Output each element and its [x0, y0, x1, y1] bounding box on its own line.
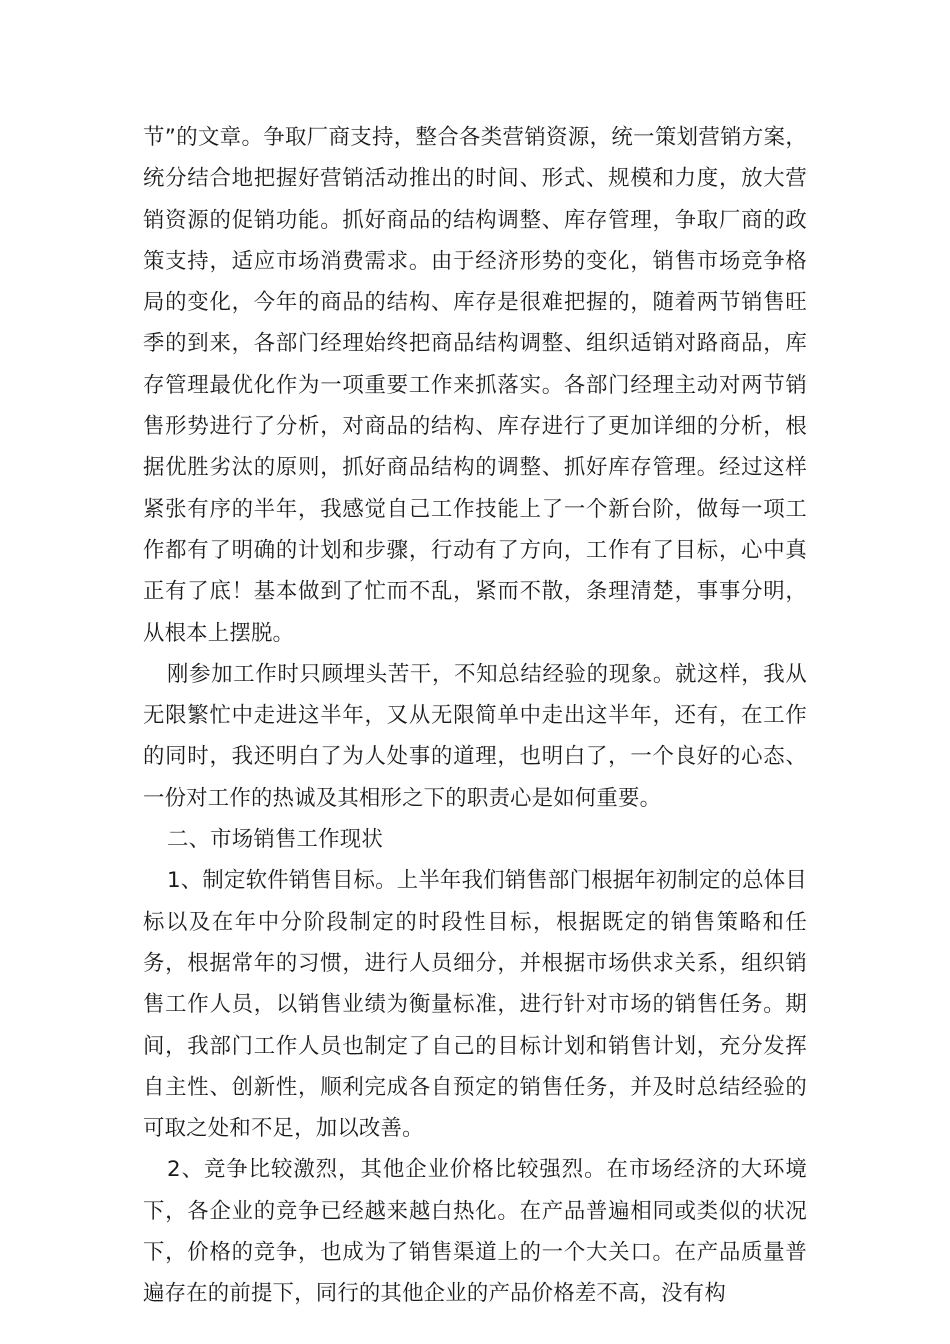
paragraph-sales-targets: 1、制定软件销售目标。上半年我们销售部门根据年初制定的总体目标以及在年中分阶段制定的时段性目标，根据既定的销售策略和任务，根据常年的习惯，进行人员细分，并根据市场供求关系，组织销售工作人员，以销售业绩为衡量标准，进行针对市场的销售任务。期间，我部门工作人员也制定了自己的目标计划和销售计划，充分发挥自主性、创新性，顺利完成各自预定的销售任务，并及时总结经验的可取之处和不足，加以改善。 — [143, 868, 807, 1142]
paragraph-work-reflection: 刚参加工作时只顾埋头苦干，不知总结经验的现象。就这样，我从无限繁忙中走进这半年，又从无限简单中走出这半年，还有，在工作的同时，我还明白了为人处事的道理，也明白了，一个良好的心态、一份对工作的热诚及其相形之下的职责心是如何重要。 — [143, 661, 807, 811]
paragraph-sales-structure: 节”的文章。争取厂商支持，整合各类营销资源，统一策划营销方案，统分结合地把握好营销活动推出的时间、形式、规模和力度，放大营销资源的促销功能。抓好商品的结构调整、库存管理，争取厂商的政策支持，适应市场消费需求。由于经济形势的变化，销售市场竞争格局的变化，今年的商品的结构、库存是很难把握的，随着两节销售旺季的到来，各部门经理始终把商品结构调整、组织适销对路商品，库存管理最优化作为一项重要工作来抓落实。各部门经理主动对两节销售形势进行了分析，对商品的结构、库存进行了更加详细的分析，根据优胜劣汰的原则，抓好商品结构的调整、抓好库存管理。经过这样紧张有序的半年，我感觉自己工作技能上了一个新台阶，做每一项工作都有了明确的计划和步骤，行动有了方向，工作有了目标，心中真正有了底！基本做到了忙而不乱，紧而不散，条理清楚，事事分明，从根本上摆脱。 — [143, 125, 807, 646]
section-heading-market-status: 二、市场销售工作现状 — [167, 827, 383, 853]
paragraph-competition: 2、竞争比较激烈，其他企业价格比较强烈。在市场经济的大环境下，各企业的竞争已经越来越白热化。在产品普遍相同或类似的状况下，价格的竞争，也成为了销售渠道上的一个大关口。在产品质量普遍存在的前提下，同行的其他企业的产品价格差不高，没有构 — [143, 1157, 807, 1307]
document-body — [143, 117, 807, 1315]
